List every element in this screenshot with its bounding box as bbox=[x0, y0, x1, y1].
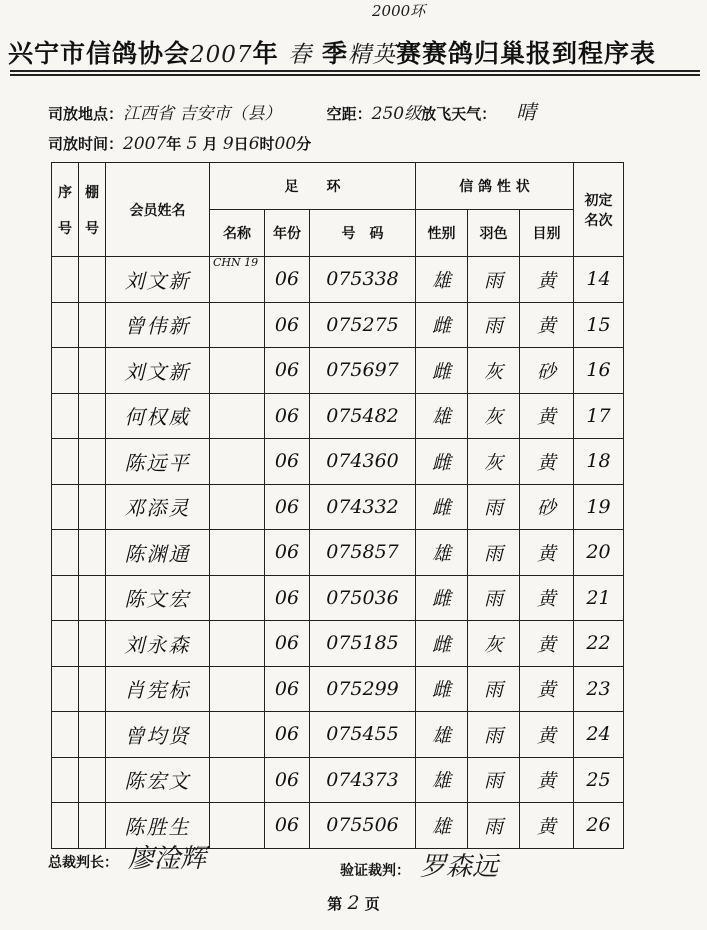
loft-cell bbox=[79, 621, 106, 667]
chief-referee-signature: 廖淦辉 bbox=[128, 844, 207, 874]
ring-number-cell: 074360 bbox=[310, 439, 416, 485]
rank-cell: 15 bbox=[574, 302, 624, 348]
time-day: 9 bbox=[222, 134, 234, 154]
title-suffix: 赛赛鸽归巢报到程序表 bbox=[396, 39, 657, 68]
sex-cell: 雌 bbox=[416, 621, 468, 667]
sex-cell: 雄 bbox=[416, 257, 468, 303]
ring-year-cell: 06 bbox=[265, 302, 310, 348]
member-name-cell: 陈远平 bbox=[106, 439, 210, 485]
sex-cell: 雌 bbox=[416, 439, 468, 485]
header-seq: 序 号 bbox=[52, 163, 79, 257]
ring-number-cell: 074332 bbox=[310, 484, 416, 530]
ring-year-cell: 06 bbox=[265, 484, 310, 530]
member-name-cell: 陈文宏 bbox=[106, 575, 210, 621]
rank-cell: 23 bbox=[574, 666, 624, 712]
rank-cell: 18 bbox=[574, 439, 624, 485]
time-year: 2007 bbox=[123, 134, 167, 154]
table-row bbox=[52, 439, 624, 485]
document-title bbox=[8, 34, 703, 70]
ring-year-cell: 06 bbox=[265, 757, 310, 803]
verifying-referee-signature: 罗森远 bbox=[420, 852, 499, 882]
rank-cell: 25 bbox=[574, 757, 624, 803]
sex-cell: 雌 bbox=[416, 484, 468, 530]
header-rank: 初定 名次 bbox=[574, 163, 624, 257]
title-mid: 年 bbox=[252, 39, 279, 68]
loft-cell bbox=[79, 257, 106, 303]
rank-cell: 20 bbox=[574, 530, 624, 576]
table-row bbox=[52, 302, 624, 348]
time-hour-unit: 时 bbox=[259, 135, 275, 153]
rank-cell: 22 bbox=[574, 621, 624, 667]
eye-cell: 黄 bbox=[520, 712, 574, 758]
loft-cell bbox=[79, 302, 106, 348]
ring-year-cell: 06 bbox=[265, 530, 310, 576]
loft-cell bbox=[79, 484, 106, 530]
ring-year-cell: 06 bbox=[265, 666, 310, 712]
seq-cell bbox=[52, 757, 79, 803]
distance-value: 250级 bbox=[371, 104, 422, 124]
ring-year-cell: 06 bbox=[265, 803, 310, 849]
eye-cell: 黄 bbox=[520, 302, 574, 348]
ring-year-cell: 06 bbox=[265, 439, 310, 485]
header-sex: 性别 bbox=[416, 210, 468, 257]
ring-number-cell: 074373 bbox=[310, 757, 416, 803]
ring-number-cell: 075185 bbox=[310, 621, 416, 667]
member-name-cell: 刘永森 bbox=[106, 621, 210, 667]
rank-cell: 19 bbox=[574, 484, 624, 530]
ring-year-cell: 06 bbox=[265, 575, 310, 621]
color-cell: 灰 bbox=[468, 348, 520, 394]
member-name-cell: 邓添灵 bbox=[106, 484, 210, 530]
color-cell: 雨 bbox=[468, 575, 520, 621]
ring-name-cell bbox=[210, 348, 265, 394]
table-body bbox=[52, 257, 624, 849]
member-name-cell: 陈宏文 bbox=[106, 757, 210, 803]
seq-cell bbox=[52, 393, 79, 439]
eye-cell: 砂 bbox=[520, 484, 574, 530]
title-mid2: 季 bbox=[322, 39, 349, 68]
seq-cell bbox=[52, 302, 79, 348]
table-row bbox=[52, 348, 624, 394]
verifying-referee-label: 验证裁判： bbox=[340, 863, 410, 879]
ring-name-cell bbox=[210, 530, 265, 576]
table-row bbox=[52, 393, 624, 439]
location-label: 司放地点： bbox=[48, 105, 124, 123]
race-superscript: 2000环 bbox=[372, 2, 426, 20]
table-row bbox=[52, 757, 624, 803]
member-name-cell: 陈胜生 bbox=[106, 803, 210, 849]
ring-year-cell: 06 bbox=[265, 712, 310, 758]
page-number: 第 2 页 bbox=[327, 892, 380, 914]
release-time-line bbox=[48, 133, 311, 154]
header-ring-name: 名称 bbox=[210, 210, 265, 257]
chief-referee bbox=[48, 838, 206, 875]
ring-name-cell bbox=[210, 302, 265, 348]
header-eye: 目别 bbox=[520, 210, 574, 257]
seq-cell bbox=[52, 666, 79, 712]
table-row bbox=[52, 484, 624, 530]
color-cell: 雨 bbox=[468, 666, 520, 712]
header-ring: 足 环 bbox=[210, 163, 416, 210]
ring-name-cell bbox=[210, 439, 265, 485]
time-minute-unit: 分 bbox=[296, 135, 312, 153]
release-info-line bbox=[48, 96, 536, 125]
eye-cell: 砂 bbox=[520, 348, 574, 394]
loft-cell bbox=[79, 439, 106, 485]
table-row bbox=[52, 257, 624, 303]
rank-cell: 16 bbox=[574, 348, 624, 394]
table-row bbox=[52, 712, 624, 758]
loft-cell bbox=[79, 712, 106, 758]
member-name-cell: 何权威 bbox=[106, 393, 210, 439]
ring-year-cell: 06 bbox=[265, 257, 310, 303]
homing-report-table bbox=[51, 162, 624, 849]
color-cell: 雨 bbox=[468, 757, 520, 803]
member-name-cell: 曾伟新 bbox=[106, 302, 210, 348]
ring-year-cell: 06 bbox=[265, 621, 310, 667]
ring-number-cell: 075299 bbox=[310, 666, 416, 712]
location-value: 江西省 吉安市（县） bbox=[123, 104, 282, 124]
time-hour: 6 bbox=[248, 134, 260, 154]
eye-cell: 黄 bbox=[520, 439, 574, 485]
loft-cell bbox=[79, 348, 106, 394]
title-race: 精英 bbox=[348, 42, 397, 68]
ring-name-cell bbox=[210, 621, 265, 667]
header-loft: 棚 号 bbox=[79, 163, 106, 257]
loft-cell bbox=[79, 666, 106, 712]
time-month-unit: 月 bbox=[202, 135, 218, 153]
time-month: 5 bbox=[186, 134, 198, 154]
rank-cell: 26 bbox=[574, 803, 624, 849]
ring-number-cell: 075506 bbox=[310, 803, 416, 849]
title-underline-2 bbox=[10, 74, 700, 76]
ring-year-cell: 06 bbox=[265, 348, 310, 394]
distance-label: 空距： bbox=[326, 105, 372, 123]
title-season: 春 bbox=[288, 42, 313, 68]
header-ring-year: 年份 bbox=[265, 210, 310, 257]
chief-referee-label: 总裁判长： bbox=[48, 855, 118, 871]
ring-name-cell bbox=[210, 575, 265, 621]
eye-cell: 黄 bbox=[520, 757, 574, 803]
title-year: 2007 bbox=[190, 42, 253, 68]
verifying-referee bbox=[340, 846, 498, 883]
header-color: 羽色 bbox=[468, 210, 520, 257]
color-cell: 雨 bbox=[468, 257, 520, 303]
time-label: 司放时间： bbox=[48, 135, 124, 153]
ring-number-cell: 075857 bbox=[310, 530, 416, 576]
table-row bbox=[52, 530, 624, 576]
color-cell: 雨 bbox=[468, 712, 520, 758]
table-row bbox=[52, 575, 624, 621]
member-name-cell: 刘文新 bbox=[106, 257, 210, 303]
color-cell: 灰 bbox=[468, 393, 520, 439]
seq-cell bbox=[52, 712, 79, 758]
weather-value: 晴 bbox=[516, 100, 537, 124]
color-cell: 雨 bbox=[468, 530, 520, 576]
time-day-unit: 日 bbox=[233, 135, 249, 153]
title-prefix: 兴宁市信鸽协会 bbox=[8, 39, 191, 68]
ring-name-cell bbox=[210, 393, 265, 439]
color-cell: 灰 bbox=[468, 621, 520, 667]
ring-name-cell bbox=[210, 803, 265, 849]
rank-cell: 14 bbox=[574, 257, 624, 303]
color-cell: 雨 bbox=[468, 803, 520, 849]
member-name-cell: 陈渊通 bbox=[106, 530, 210, 576]
ring-name-cell bbox=[210, 712, 265, 758]
ring-name-cell: CHN 19 bbox=[210, 257, 265, 303]
seq-cell bbox=[52, 530, 79, 576]
seq-cell bbox=[52, 484, 79, 530]
ring-year-cell: 06 bbox=[265, 393, 310, 439]
header-member-name: 会员姓名 bbox=[106, 163, 210, 257]
loft-cell bbox=[79, 757, 106, 803]
ring-number-cell: 075455 bbox=[310, 712, 416, 758]
sex-cell: 雌 bbox=[416, 348, 468, 394]
eye-cell: 黄 bbox=[520, 803, 574, 849]
loft-cell bbox=[79, 575, 106, 621]
sex-cell: 雄 bbox=[416, 803, 468, 849]
member-name-cell: 肖宪标 bbox=[106, 666, 210, 712]
ring-name-cell bbox=[210, 757, 265, 803]
member-name-cell: 曾均贤 bbox=[106, 712, 210, 758]
seq-cell bbox=[52, 621, 79, 667]
rank-cell: 21 bbox=[574, 575, 624, 621]
header-traits: 信 鸽 性 状 bbox=[416, 163, 574, 210]
ring-number-cell: 075697 bbox=[310, 348, 416, 394]
rank-cell: 17 bbox=[574, 393, 624, 439]
table-row bbox=[52, 666, 624, 712]
seq-cell bbox=[52, 348, 79, 394]
header-ring-number: 号 码 bbox=[310, 210, 416, 257]
color-cell: 雨 bbox=[468, 302, 520, 348]
ring-name-cell bbox=[210, 666, 265, 712]
weather-label: 放飞天气： bbox=[421, 105, 497, 123]
ring-number-cell: 075036 bbox=[310, 575, 416, 621]
time-minute: 00 bbox=[274, 134, 297, 154]
eye-cell: 黄 bbox=[520, 257, 574, 303]
eye-cell: 黄 bbox=[520, 530, 574, 576]
member-name-cell: 刘文新 bbox=[106, 348, 210, 394]
loft-cell bbox=[79, 393, 106, 439]
ring-number-cell: 075338 bbox=[310, 257, 416, 303]
eye-cell: 黄 bbox=[520, 575, 574, 621]
sex-cell: 雄 bbox=[416, 757, 468, 803]
sex-cell: 雄 bbox=[416, 712, 468, 758]
color-cell: 雨 bbox=[468, 484, 520, 530]
eye-cell: 黄 bbox=[520, 666, 574, 712]
loft-cell bbox=[79, 530, 106, 576]
seq-cell bbox=[52, 257, 79, 303]
seq-cell bbox=[52, 575, 79, 621]
sex-cell: 雌 bbox=[416, 302, 468, 348]
rank-cell: 24 bbox=[574, 712, 624, 758]
table-row bbox=[52, 621, 624, 667]
eye-cell: 黄 bbox=[520, 393, 574, 439]
ring-name-cell bbox=[210, 484, 265, 530]
time-year-unit: 年 bbox=[166, 135, 182, 153]
eye-cell: 黄 bbox=[520, 621, 574, 667]
ring-number-cell: 075275 bbox=[310, 302, 416, 348]
sex-cell: 雌 bbox=[416, 666, 468, 712]
ring-number-cell: 075482 bbox=[310, 393, 416, 439]
sex-cell: 雄 bbox=[416, 530, 468, 576]
sex-cell: 雄 bbox=[416, 393, 468, 439]
sex-cell: 雌 bbox=[416, 575, 468, 621]
seq-cell bbox=[52, 439, 79, 485]
color-cell: 灰 bbox=[468, 439, 520, 485]
title-underline bbox=[10, 70, 700, 72]
